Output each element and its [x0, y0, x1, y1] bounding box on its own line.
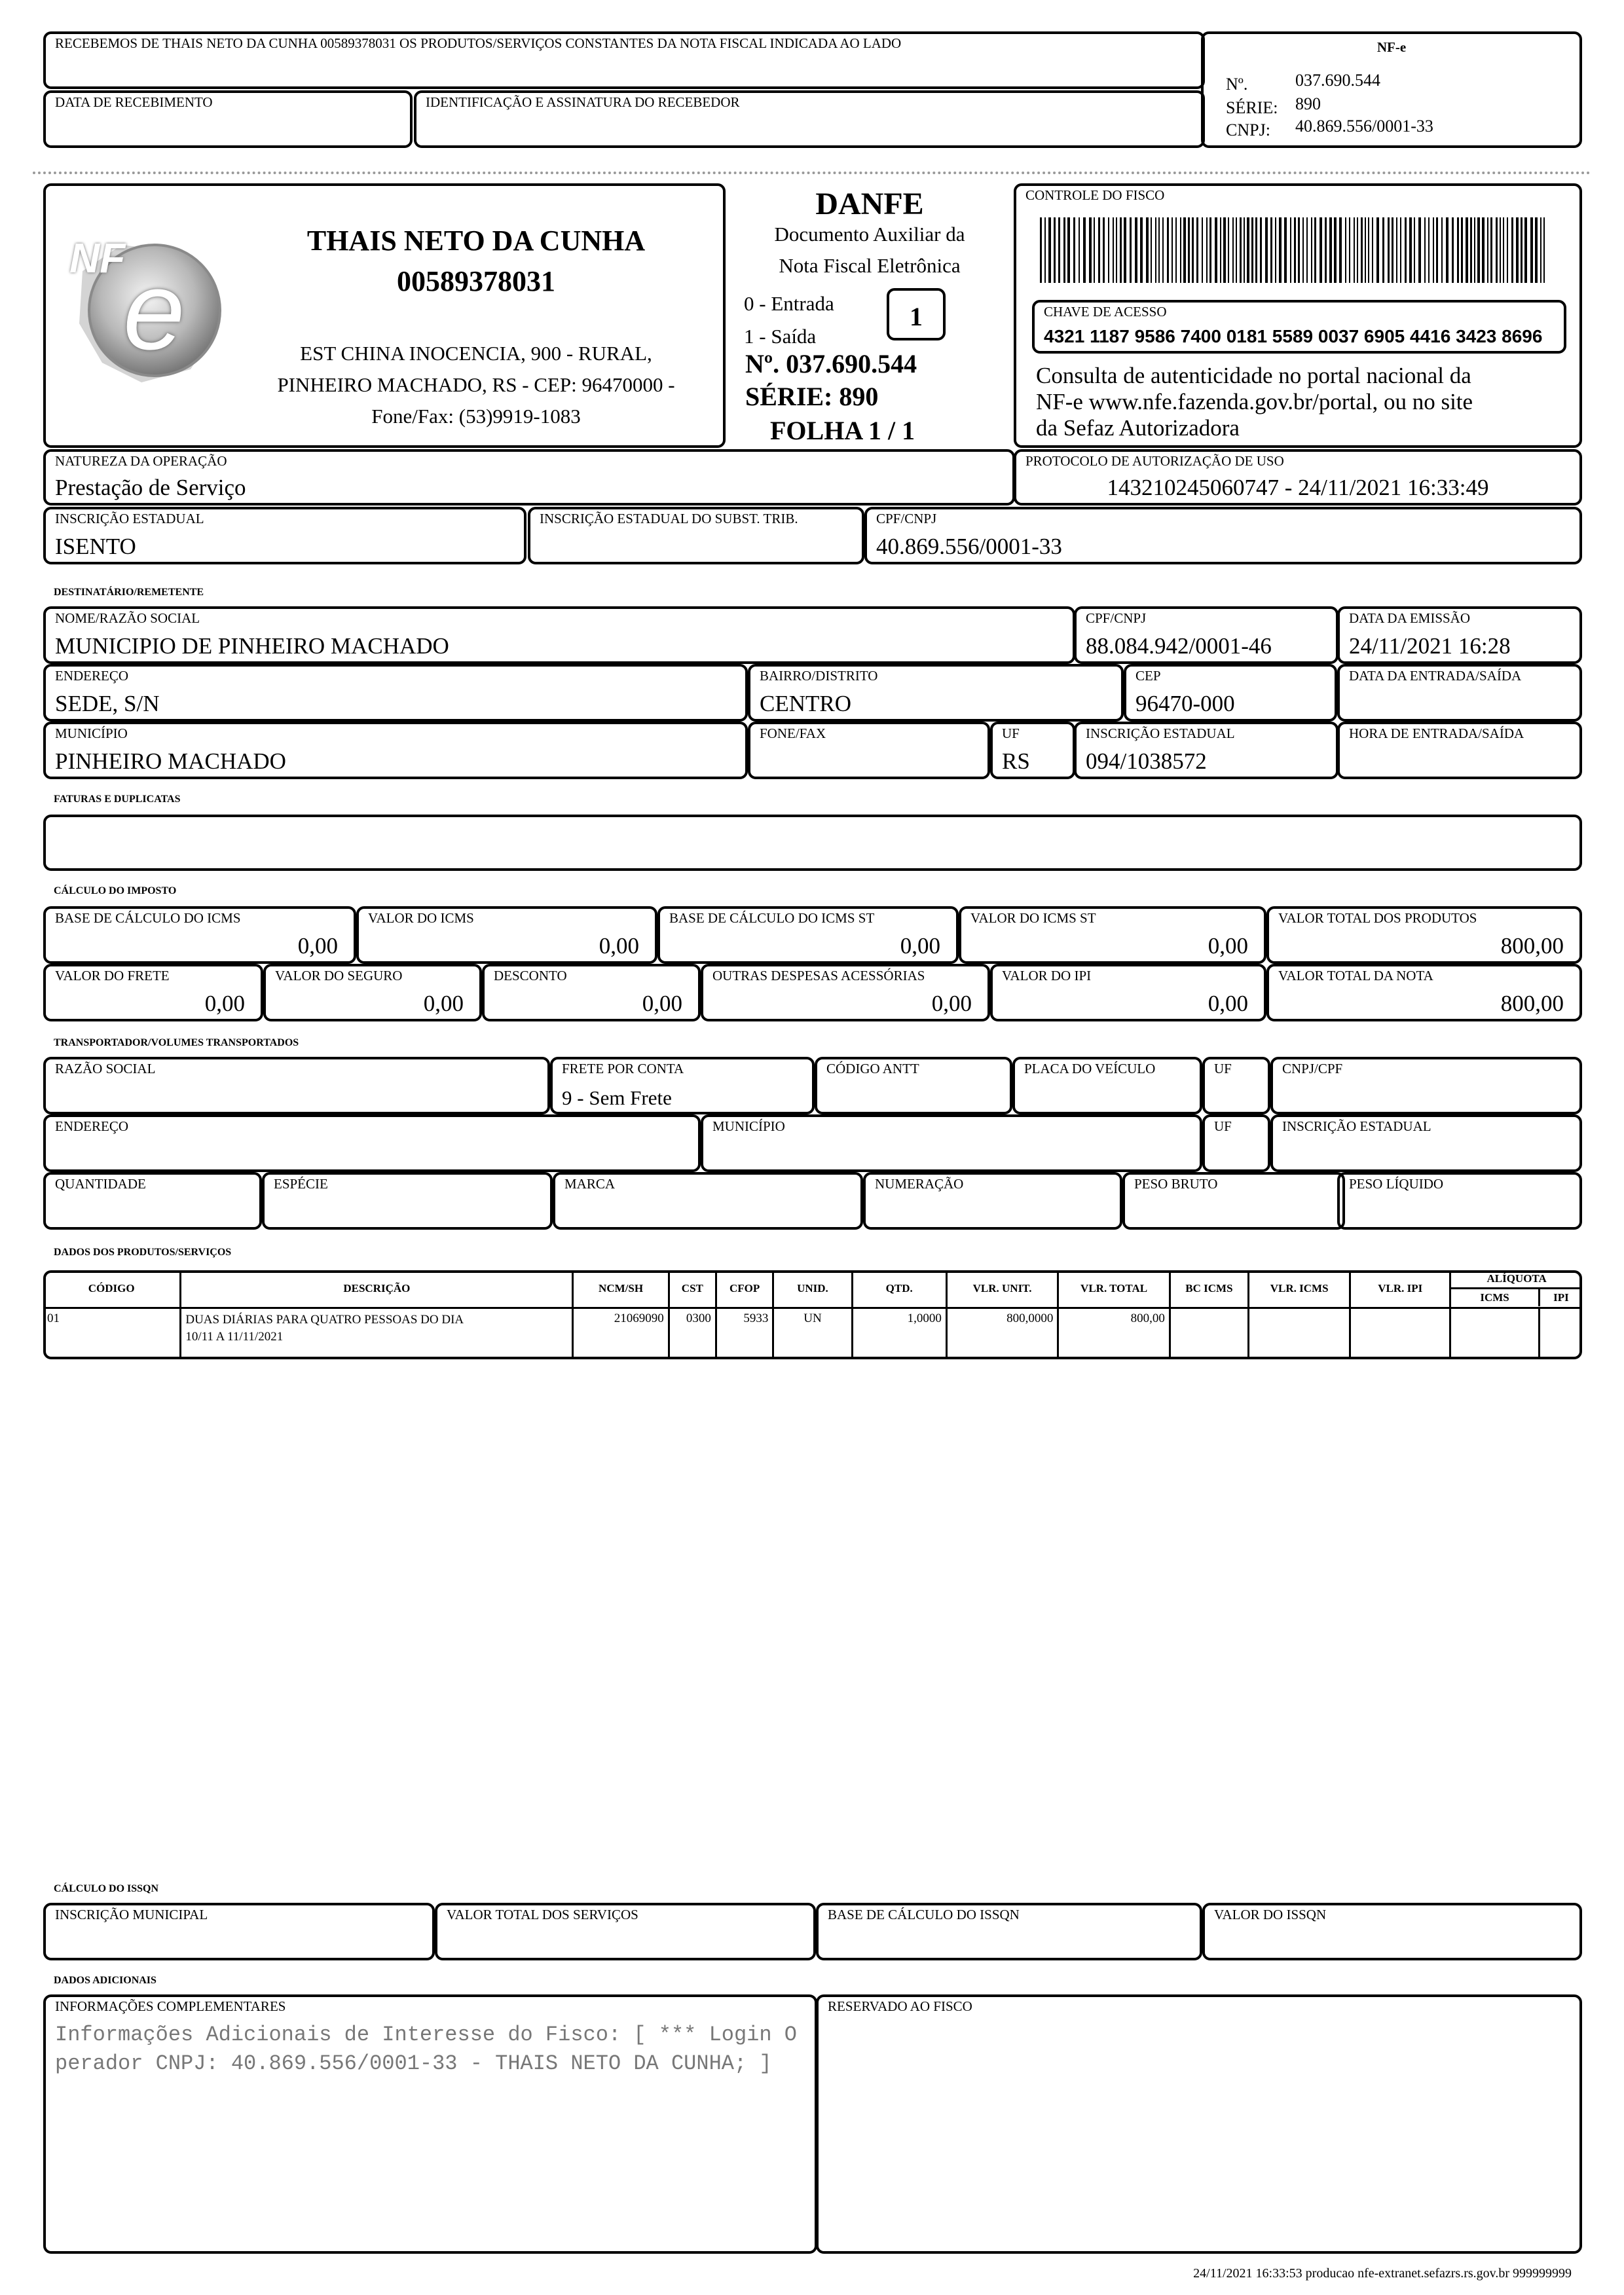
transp-ie-box [1270, 1114, 1582, 1172]
transp-marca-label: MARCA [564, 1176, 616, 1192]
danfe-tipo-box [887, 288, 946, 340]
issqn-servicos-box [435, 1903, 816, 1960]
bc-st-value: 0,00 [900, 933, 940, 959]
issqn-section: CÁLCULO DO ISSQN [54, 1883, 159, 1894]
iest-box [528, 507, 864, 564]
seguro-box [263, 964, 482, 1021]
dest-entrada-label: DATA DA ENTRADA/SAÍDA [1349, 668, 1522, 684]
danfe-subtitle2: Nota Fiscal Eletrônica [779, 254, 961, 277]
ie-box [43, 507, 526, 564]
transp-uf2-box [1202, 1114, 1270, 1172]
transp-razao-box [43, 1057, 550, 1114]
seguro-value: 0,00 [423, 991, 464, 1016]
dest-nome-label: NOME/RAZÃO SOCIAL [55, 610, 200, 626]
danfe-folha: FOLHA 1 / 1 [770, 416, 915, 445]
protocolo-label: PROTOCOLO DE AUTORIZAÇÃO DE USO [1025, 453, 1284, 469]
row-vlr-ipi [1350, 1308, 1450, 1360]
chave-acesso-box [1032, 300, 1566, 354]
danfe-block [726, 183, 1014, 448]
dest-cnpj-box [1074, 606, 1338, 664]
danfe-saida: 1 - Saída [744, 325, 817, 348]
issqn-bc-box [816, 1903, 1202, 1960]
total-produtos-label: VALOR TOTAL DOS PRODUTOS [1278, 910, 1477, 926]
canhoto-serie: 890 [1295, 94, 1321, 113]
row-cst: 0300 [669, 1308, 716, 1360]
transp-numeracao-label: NUMERAÇÃO [875, 1176, 964, 1192]
assinatura-label: IDENTIFICAÇÃO E ASSINATURA DO RECEBEDOR [426, 94, 740, 110]
dest-cnpj-value: 88.084.942/0001-46 [1086, 633, 1272, 659]
dest-cep-label: CEP [1135, 668, 1161, 684]
danfe-serie: SÉRIE: 890 [745, 382, 879, 411]
total-produtos-value: 800,00 [1500, 933, 1564, 959]
faturas-box [43, 815, 1582, 871]
canhoto-recebemos-box [43, 31, 1205, 89]
transp-municipio-label: MUNICÍPIO [712, 1118, 785, 1134]
issqn-valor-box [1202, 1903, 1582, 1960]
logo-nf-text: NF [69, 234, 126, 282]
dest-endereco-value: SEDE, S/N [55, 691, 160, 716]
col-qtd: QTD. [852, 1270, 946, 1308]
dest-ie-box [1074, 722, 1338, 779]
total-nota-box [1266, 964, 1582, 1021]
bc-icms-box [43, 906, 356, 964]
protocolo-value: 143210245060747 - 24/11/2021 16:33:49 [1107, 475, 1489, 500]
bc-st-label: BASE DE CÁLCULO DO ICMS ST [669, 910, 875, 926]
emitente-cnpj-box [864, 507, 1582, 564]
reservado-fisco-label: RESERVADO AO FISCO [828, 1998, 972, 2014]
col-codigo: CÓDIGO [88, 1282, 135, 1294]
icms-label: VALOR DO ICMS [368, 910, 474, 926]
natureza-label: NATUREZA DA OPERAÇÃO [55, 453, 227, 469]
chave-acesso-label: CHAVE DE ACESSO [1044, 304, 1167, 320]
transp-placa-label: PLACA DO VEÍCULO [1024, 1061, 1156, 1076]
issqn-im-box [43, 1903, 435, 1960]
natureza-value: Prestação de Serviço [55, 475, 246, 500]
canhoto-numero-label: Nº. [1226, 75, 1248, 94]
ipi-value: 0,00 [1208, 991, 1248, 1016]
iest-label: INSCRIÇÃO ESTADUAL DO SUBST. TRIB. [540, 511, 798, 526]
transp-razao-label: RAZÃO SOCIAL [55, 1061, 156, 1076]
dest-uf-label: UF [1002, 725, 1020, 741]
transp-marca-box [553, 1172, 863, 1230]
dest-uf-value: RS [1002, 748, 1030, 774]
outras-box [701, 964, 990, 1021]
canhoto-recebemos-text: RECEBEMOS DE THAIS NETO DA CUNHA 00589378031 OS PRODUTOS/SERVIÇOS CONSTANTES DA NOTA FISCAL INDICADA AO LADO [55, 35, 902, 51]
canhoto-data-recebimento-box[interactable] [43, 90, 413, 148]
dest-bairro-value: CENTRO [760, 691, 851, 716]
bc-icms-label: BASE DE CÁLCULO DO ICMS [55, 910, 241, 926]
desconto-label: DESCONTO [494, 968, 567, 983]
natureza-box [43, 449, 1015, 505]
danfe-entrada: 0 - Entrada [744, 292, 834, 315]
transp-endereco-label: ENDEREÇO [55, 1118, 128, 1134]
transporte-section: TRANSPORTADOR/VOLUMES TRANSPORTADOS [54, 1037, 299, 1048]
nfe-logo [63, 225, 233, 389]
issqn-valor-label: VALOR DO ISSQN [1214, 1907, 1327, 1922]
dest-hora-label: HORA DE ENTRADA/SAÍDA [1349, 725, 1524, 741]
col-cfop: CFOP [716, 1270, 773, 1308]
canhoto-assinatura-box[interactable] [414, 90, 1205, 148]
info-line1: Informações Adicionais de Interesse do Fisco: [ *** Login O [55, 2023, 797, 2047]
total-nota-value: 800,00 [1500, 991, 1564, 1016]
transp-frete-value: 9 - Sem Frete [562, 1086, 672, 1109]
transp-numeracao-box [863, 1172, 1122, 1230]
dest-bairro-box [748, 664, 1124, 722]
icms-box [356, 906, 657, 964]
dest-fone-label: FONE/FAX [760, 725, 826, 741]
row-codigo: 01 [43, 1308, 181, 1360]
aliquota-label: ALÍQUOTA [1451, 1270, 1582, 1289]
transp-liquido-label: PESO LÍQUIDO [1349, 1176, 1444, 1192]
col-vlr-unit: VLR. UNIT. [946, 1270, 1058, 1308]
controle-fisco-box [1014, 183, 1582, 448]
danfe-tipo: 1 [910, 302, 923, 331]
aliquota-ipi: IPI [1553, 1291, 1569, 1304]
row-bc-icms [1170, 1308, 1248, 1360]
table-row [43, 1308, 1582, 1360]
emitente-fone: Fone/Fax: (53)9919-1083 [371, 405, 581, 428]
outras-value: 0,00 [931, 991, 972, 1016]
dest-emissao-label: DATA DA EMISSÃO [1349, 610, 1471, 626]
transp-bruto-label: PESO BRUTO [1134, 1176, 1218, 1192]
transp-uf-box [1202, 1057, 1270, 1114]
reservado-fisco-box [816, 1994, 1582, 2254]
nfe-title: NF-e [1376, 39, 1407, 55]
dest-ie-label: INSCRIÇÃO ESTADUAL [1086, 725, 1235, 741]
transp-cnpj-box [1270, 1057, 1582, 1114]
dest-municipio-box [43, 722, 748, 779]
faturas-section: FATURAS E DUPLICATAS [54, 794, 181, 805]
canhoto-serie-label: SÉRIE: [1226, 98, 1278, 117]
produtos-section: DADOS DOS PRODUTOS/SERVIÇOS [54, 1247, 232, 1258]
transp-antt-label: CÓDIGO ANTT [826, 1061, 919, 1076]
emitente-box [43, 183, 726, 448]
frete-label: VALOR DO FRETE [55, 968, 170, 983]
transp-quantidade-box [43, 1172, 262, 1230]
ipi-box [990, 964, 1266, 1021]
transp-uf-label: UF [1214, 1061, 1232, 1076]
footer-text: 24/11/2021 16:33:53 producao nfe-extranet.sefazrs.rs.gov.br 999999999 [1193, 2266, 1572, 2281]
icms-st-label: VALOR DO ICMS ST [970, 910, 1096, 926]
ie-value: ISENTO [55, 534, 136, 559]
dest-fone-box [748, 722, 990, 779]
row-descricao-line1: DUAS DIÁRIAS PARA QUATRO PESSOAS DO DIA [185, 1313, 464, 1327]
dest-cnpj-label: CPF/CNPJ [1086, 610, 1147, 626]
transp-ie-label: INSCRIÇÃO ESTADUAL [1282, 1118, 1431, 1134]
frete-box [43, 964, 263, 1021]
consulta-line1: Consulta de autenticidade no portal nacional da [1036, 363, 1471, 388]
row-aliq-ipi [1539, 1308, 1582, 1360]
dest-endereco-box [43, 664, 748, 722]
aliquota-sub [1451, 1289, 1582, 1306]
col-bc-icms: BC ICMS [1170, 1270, 1248, 1308]
col-vlr-icms: VLR. ICMS [1249, 1270, 1350, 1308]
dest-hora-box [1337, 722, 1582, 779]
canhoto-cnpj: 40.869.556/0001-33 [1295, 117, 1433, 136]
controle-fisco-label: CONTROLE DO FISCO [1025, 187, 1165, 203]
transp-especie-box [262, 1172, 553, 1230]
info-line2: perador CNPJ: 40.869.556/0001-33 - THAIS NETO DA CUNHA; ] [55, 2051, 772, 2076]
dest-bairro-label: BAIRRO/DISTRITO [760, 668, 878, 684]
danfe-subtitle1: Documento Auxiliar da [774, 223, 965, 246]
emitente-cnpj-value: 40.869.556/0001-33 [876, 534, 1062, 559]
ipi-label: VALOR DO IPI [1002, 968, 1092, 983]
total-produtos-box [1266, 906, 1582, 964]
dest-ie-value: 094/1038572 [1086, 748, 1207, 774]
produtos-header-row [43, 1270, 1582, 1308]
desconto-value: 0,00 [642, 991, 682, 1016]
cut-line [33, 172, 1591, 174]
icms-st-value: 0,00 [1208, 933, 1248, 959]
info-complementares-label: INFORMAÇÕES COMPLEMENTARES [55, 1998, 286, 2014]
transp-especie-label: ESPÉCIE [274, 1176, 328, 1192]
icms-value: 0,00 [599, 933, 639, 959]
transp-bruto-box [1122, 1172, 1345, 1230]
frete-value: 0,00 [204, 991, 245, 1016]
row-ncm: 21069090 [573, 1308, 669, 1360]
row-qtd: 1,0000 [852, 1308, 946, 1360]
dest-emissao-value: 24/11/2021 16:28 [1349, 633, 1511, 659]
produtos-table [43, 1270, 1582, 1359]
dest-emissao-box [1337, 606, 1582, 664]
emitente-codigo: 00589378031 [397, 265, 555, 297]
seguro-label: VALOR DO SEGURO [275, 968, 403, 983]
col-unid: UNID. [773, 1270, 852, 1308]
transp-frete-box [550, 1057, 815, 1114]
dest-cep-value: 96470-000 [1135, 691, 1235, 716]
canhoto-nfe-box [1201, 31, 1582, 148]
canhoto-cnpj-label: CNPJ: [1226, 120, 1270, 139]
consulta-line3: da Sefaz Autorizadora [1036, 415, 1240, 441]
total-nota-label: VALOR TOTAL DA NOTA [1278, 968, 1433, 983]
row-cfop: 5933 [716, 1308, 773, 1360]
dest-uf-box [990, 722, 1075, 779]
dest-municipio-value: PINHEIRO MACHADO [55, 748, 286, 774]
transp-endereco-box [43, 1114, 701, 1172]
row-descricao-line2: 10/11 A 11/11/2021 [185, 1329, 284, 1344]
logo-e-letter: e [123, 249, 185, 373]
outras-label: OUTRAS DESPESAS ACESSÓRIAS [712, 968, 925, 983]
canhoto-numero: 037.690.544 [1295, 71, 1380, 90]
row-vlr-icms [1249, 1308, 1350, 1360]
emitente-endereco2: PINHEIRO MACHADO, RS - CEP: 96470000 - [277, 373, 675, 396]
emitente-cnpj-label: CPF/CNPJ [876, 511, 937, 526]
issqn-servicos-label: VALOR TOTAL DOS SERVIÇOS [447, 1907, 638, 1922]
bc-st-box [657, 906, 959, 964]
icms-st-box [959, 906, 1266, 964]
chave-acesso: 4321 1187 9586 7400 0181 5589 0037 6905 4416 3423 8696 [1044, 326, 1543, 346]
dest-cep-box [1124, 664, 1337, 722]
aliquota-icms: ICMS [1451, 1289, 1540, 1306]
transp-frete-label: FRETE POR CONTA [562, 1061, 684, 1076]
transp-uf2-label: UF [1214, 1118, 1232, 1134]
transp-placa-box [1012, 1057, 1202, 1114]
row-vlr-total: 800,00 [1058, 1308, 1170, 1360]
transp-quantidade-label: QUANTIDADE [55, 1176, 146, 1192]
issqn-im-label: INSCRIÇÃO MUNICIPAL [55, 1907, 208, 1922]
danfe-title: DANFE [815, 187, 924, 221]
col-descricao: DESCRIÇÃO [181, 1270, 573, 1308]
desconto-box [482, 964, 701, 1021]
col-vlr-ipi: VLR. IPI [1350, 1270, 1450, 1308]
row-descricao [181, 1308, 573, 1360]
row-unid: UN [773, 1308, 852, 1360]
dest-nome-box [43, 606, 1075, 664]
dest-nome-value: MUNICIPIO DE PINHEIRO MACHADO [55, 633, 449, 659]
bc-icms-value: 0,00 [297, 933, 338, 959]
destinatario-section: DESTINATÁRIO/REMETENTE [54, 587, 204, 598]
info-complementares-box [43, 1994, 817, 2254]
danfe-numero: Nº. 037.690.544 [745, 349, 917, 378]
transp-liquido-box [1337, 1172, 1582, 1230]
issqn-bc-label: BASE DE CÁLCULO DO ISSQN [828, 1907, 1020, 1922]
emitente-nome: THAIS NETO DA CUNHA [306, 225, 646, 257]
data-recebimento-label: DATA DE RECEBIMENTO [55, 94, 213, 110]
protocolo-box [1014, 449, 1582, 505]
imposto-section: CÁLCULO DO IMPOSTO [54, 885, 177, 896]
col-ncm: NCM/SH [573, 1270, 669, 1308]
row-vlr-unit: 800,0000 [946, 1308, 1058, 1360]
dest-municipio-label: MUNICÍPIO [55, 725, 128, 741]
transp-municipio-box [701, 1114, 1202, 1172]
transp-antt-box [815, 1057, 1012, 1114]
col-vlr-total: VLR. TOTAL [1058, 1270, 1170, 1308]
row-aliq-icms [1450, 1308, 1540, 1360]
consulta-line2: NF-e www.nfe.fazenda.gov.br/portal, ou no site [1036, 389, 1473, 414]
col-cst: CST [669, 1270, 716, 1308]
ie-label: INSCRIÇÃO ESTADUAL [55, 511, 204, 526]
adicionais-section: DADOS ADICIONAIS [54, 1975, 157, 1986]
transp-cnpj-label: CNPJ/CPF [1282, 1061, 1343, 1076]
emitente-endereco1: EST CHINA INOCENCIA, 900 - RURAL, [300, 342, 652, 365]
col-aliquota [1450, 1270, 1582, 1308]
dest-endereco-label: ENDEREÇO [55, 668, 128, 684]
dest-entrada-box [1337, 664, 1582, 722]
barcode-icon [1040, 217, 1551, 283]
